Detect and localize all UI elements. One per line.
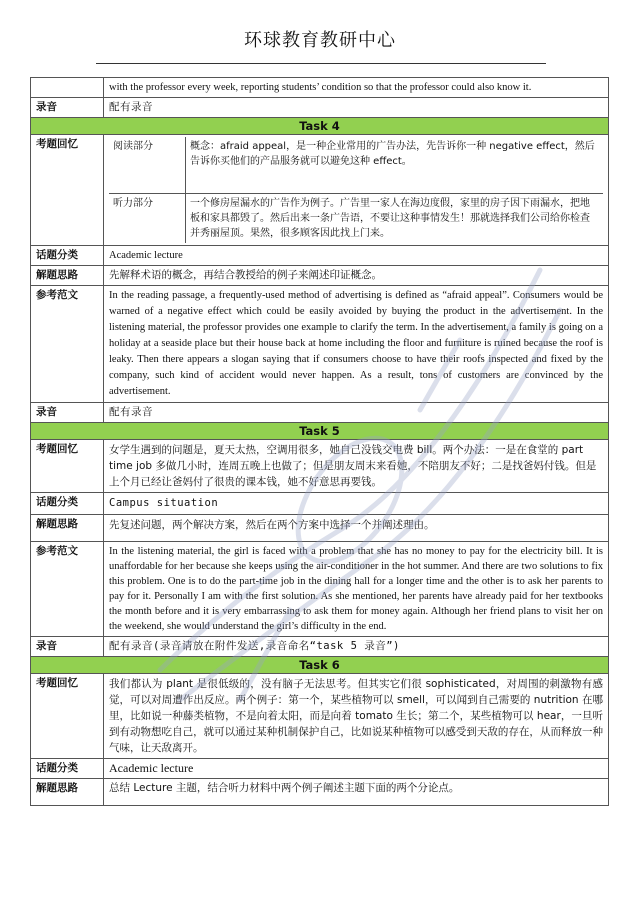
task4-approach-row [31, 266, 609, 286]
task5-recall-text: 女学生遇到的问题是，夏天太热，空调用很多，她自己没钱交电费 bill。两个办法：一是在食堂的 part time job 多做几小时，连周五晚上也做了；但是朋友周末来看她，不陪朋友不好；二是找爸妈付钱。但是上个月已经让爸妈付了很贵的课本钱，她不好意思再要钱。 [104, 440, 609, 493]
task6-approach-row [31, 779, 609, 806]
task4-recording-label: 录音 [31, 403, 104, 423]
task6-header [31, 657, 609, 674]
task5-category-row [31, 493, 609, 515]
task5-recording-row [31, 637, 609, 657]
task5-recall-label: 考题回忆 [31, 440, 104, 493]
task4-listening-label: 听力部分 [109, 194, 186, 244]
task-table [30, 77, 609, 806]
task4-approach-value: 先解释术语的概念，再结合教授给的例子来阐述印证概念。 [104, 266, 609, 286]
task4-category-row [31, 246, 609, 266]
task4-sample-label: 参考范文 [31, 286, 104, 403]
task4-approach-label: 解题思路 [31, 266, 104, 286]
task6-recall-row [31, 674, 609, 759]
recording-row [31, 98, 609, 118]
task4-recall-label: 考题回忆 [31, 135, 104, 246]
task4-category-value: Academic lecture [104, 246, 609, 266]
task4-listening-text: 一个修房屋漏水的广告作为例子。广告里一家人在海边度假，家里的房子因下雨漏水，把地板和家具都毁了。然后出来一条广告语，不要让这种事情发生！那就选择我们公司给你检查并秀丽屋顶。果然，很多顾客因此找上门来。 [186, 194, 604, 244]
recording-value: 配有录音 [104, 98, 609, 118]
task5-approach-value: 先复述问题，两个解决方案，然后在两个方案中选择一个并阐述理由。 [104, 515, 609, 542]
task4-header [31, 118, 609, 135]
task5-recording-label: 录音 [31, 637, 104, 657]
task5-sample-row [31, 542, 609, 637]
task6-approach-value: 总结 Lecture 主题，结合听力材料中两个例子阐述主题下面的两个分论点。 [104, 779, 609, 806]
task5-sample-text: In the listening material, the girl is faced with a problem that she has no money to pay for the electricity bill. It is unaffordable for her because she keeps using the air-conditioner in the hot summer. And there are two solutions to fix this problem. One is to do the part-time job in the dining hall for a longer time and the other is to ask her parents to pay for it. Personally I am with the first solution. As she mentioned, her parents have already paid for her textbooks the month before and it is very embarrassing to ask them for money again. Although her friend plans to visit her on the weekend, she would understand the girl’s difficulty in the end. [104, 542, 609, 637]
task5-sample-label: 参考范文 [31, 542, 104, 637]
task4-reading-text: 概念：afraid appeal，是一种企业常用的广告办法，先告诉你一种 negative effect，然后告诉你买他们的产品服务就可以避免这种 effect。 [190, 141, 595, 167]
page-header [0, 0, 640, 60]
task5-approach-row [31, 515, 609, 542]
continuation-row [31, 78, 609, 98]
task6-category-row [31, 759, 609, 779]
task4-recording-row [31, 403, 609, 423]
task4-category-label: 话题分类 [31, 246, 104, 266]
recording-label: 录音 [31, 98, 104, 118]
task5-title: Task 5 [31, 423, 609, 440]
task6-recall-text: 我们都认为 plant 是很低级的，没有脑子无法思考。但其实它们很 sophisticated，对周围的刺激物有感觉，可以对周遭作出反应。两个例子：第一个，某些植物可以 smell，可以闻到自己需要的 nutrition 在哪里，比如说一种藤类植物，不是向着太阳，而是向着 tomato 生长；第二个，某些植物可以 hear，一旦听到有动物想吃自己，就可以通过某种机制保护自己，比如说某种植物可以感受到天敌的存在，从而释放一种气味，让天敌离开。 [104, 674, 609, 759]
task5-recall-row [31, 440, 609, 493]
task6-recall-label: 考题回忆 [31, 674, 104, 759]
header-title: 环球教育教研中心 [244, 30, 396, 51]
empty-label-cell [31, 78, 104, 98]
continuation-text: with the professor every week, reporting students’ condition so that the professor could also know it. [104, 78, 609, 98]
task4-reading-label: 阅读部分 [109, 137, 186, 194]
task4-title: Task 4 [31, 118, 609, 135]
task6-title: Task 6 [31, 657, 609, 674]
task5-approach-label: 解题思路 [31, 515, 104, 542]
header-divider [96, 63, 546, 64]
task5-category-value: Campus situation [104, 493, 609, 515]
task4-recall-inner [109, 137, 603, 243]
task4-recall-cell [104, 135, 609, 246]
task6-category-value: Academic lecture [104, 759, 609, 779]
task4-sample-row [31, 286, 609, 403]
task6-category-label: 话题分类 [31, 759, 104, 779]
task5-category-label: 话题分类 [31, 493, 104, 515]
task5-header [31, 423, 609, 440]
task6-approach-label: 解题思路 [31, 779, 104, 806]
task5-recording-value: 配有录音(录音请放在附件发送,录音命名“task 5 录音”) [104, 637, 609, 657]
task4-recording-value: 配有录音 [104, 403, 609, 423]
task4-recall-row [31, 135, 609, 246]
task4-sample-text: In the reading passage, a frequently-used method of advertising is defined as “afraid appeal”. Consumers would be warned of a negative effect which could be easily avoided by buying the product in the advertisement. In the listening material, the professor provides one example to clarify the term. In the advertisement, a family is going on a holiday at a seaside place but their house back at home including the floor and furniture is ruined because the roof is leaky. Then there appears a slogan saying that if consumers choose to have their roofs inspected and fixed by the company, such kind of accident would never happen. As a result, tons of customers are convinced by the advertisement. [104, 286, 609, 403]
